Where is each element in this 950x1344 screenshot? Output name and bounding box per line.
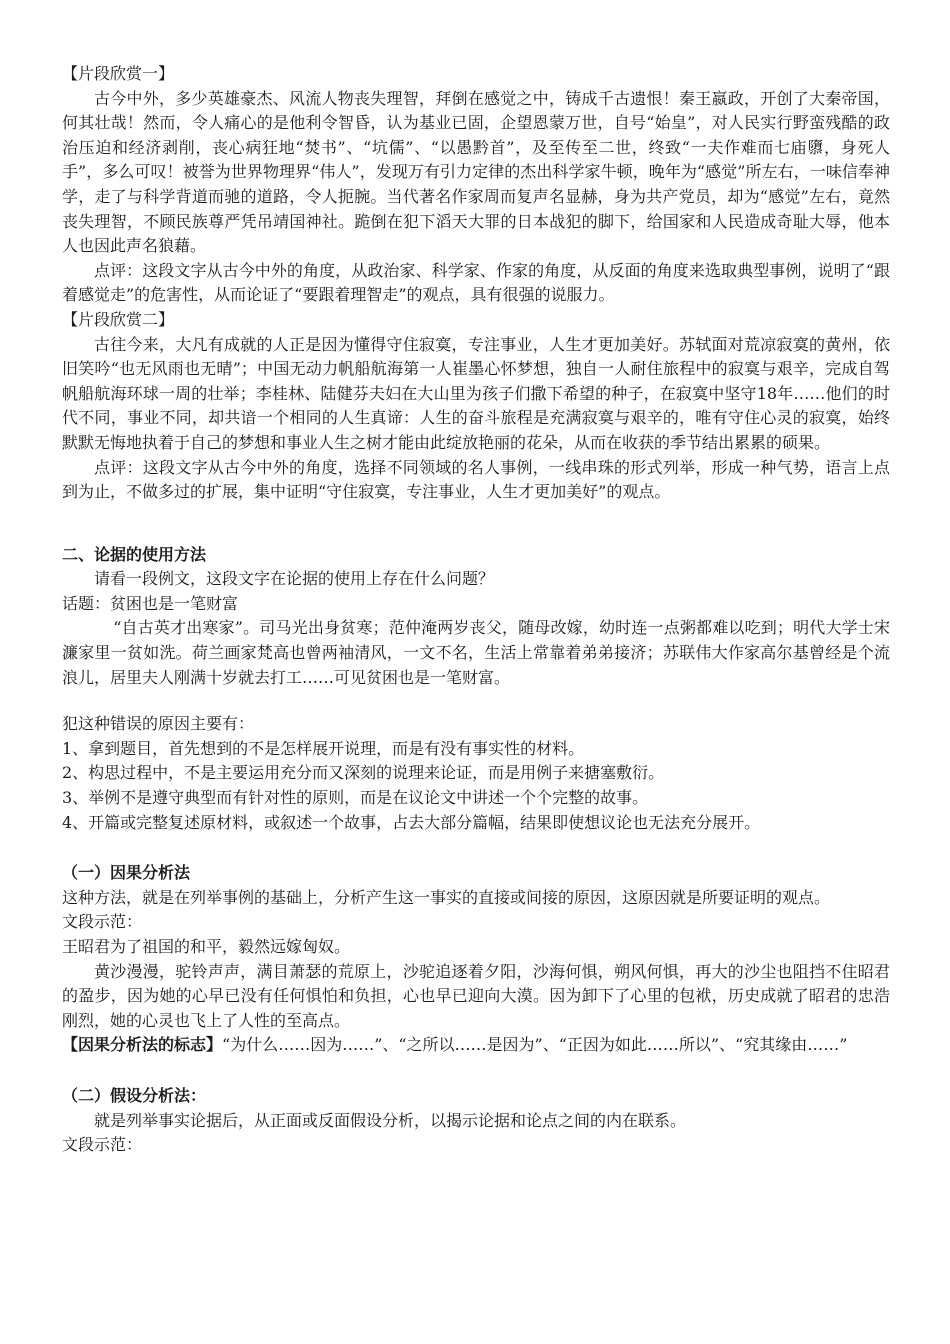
method-2-demo-label: 文段示范： — [62, 1135, 143, 1155]
method-1-marker-label: 【因果分析法的标志】 — [62, 1035, 223, 1055]
section-gap — [62, 505, 890, 543]
method-1-description: 这种方法，就是在列举事例的基础上，分析产生这一事实的直接或间接的原因，这原因就是所要证明的观点。 — [62, 887, 831, 907]
method-2-heading: （二）假设分析法： — [62, 1085, 207, 1105]
reason-item: 4、开篇或完整复述原材料，或叙述一个故事，占去大部分篇幅，结果即使想议论也无法充分展开。 — [62, 812, 761, 832]
fragment-1-text: 古今中外，多少英雄豪杰、风流人物丧失理智，拜倒在感觉之中，铸成千古遗恨！秦王嬴政，开创了大秦帝国，何其壮哉！然而，令人痛心的是他利令智昏，认为基业已固，企望恩蒙万世，自号“始皇”，对人民实行野蛮残酷的政治压迫和经济剥削，丧心病狂地“焚书”、“坑儒”、“以愚黔首”，及至传至二世，终致“一夫作难而七庙隳，身死人手”，多么可叹！被誉为世界物理界“伟人”，发现万有引力定律的杰出科学家牛顿，晚年为“感觉”所左右，一味信奉神学，走了与科学背道而驰的道路，令人扼腕。当代著名作家周而复声名显赫，身为共产党员，却为“感觉”左右，竟然丧失理智，不顾民族尊严凭吊靖国神社。跪倒在犯下滔天大罪的日本战犯的脚下，给国家和人民造成奇耻大辱，他本人也因此声名狼藉。 — [62, 88, 890, 256]
section-2-example: “自古英才出寒家”。司马光出身贫寒；范仲淹两岁丧父，随母改嫁，幼时连一点粥都难以吃到；明代大学士宋濂家里一贫如洗。荷兰画家梵高也曾两袖清风，一文不名，生活上常靠着弟弟接济；苏联伟大作家高尔基曾经是个流浪儿，居里夫人刚满十岁就去打工……可见贫困也是一笔财富。 — [62, 618, 890, 687]
reason-item: 2、构思过程中，不是主要运用充分而又深刻的说理来论证，而是用例子来搪塞敷衍。 — [62, 763, 665, 783]
fragment-1-comment: 点评：这段文字从古今中外的角度，从政治家、科学家、作家的角度，从反面的角度来选取典型事例，说明了“跟着感觉走”的危害性，从而论证了“要跟着理智走”的观点，具有很强的说服力。 — [62, 260, 890, 305]
fragment-2-text: 古往今来，大凡有成就的人正是因为懂得守住寂寞，专注事业，人生才更加美好。苏轼面对荒凉寂寞的黄州，依旧笑吟“也无风雨也无晴”；中国无动力帆船航海第一人崔墨心怀梦想，独自一人耐住旅程中的寂寞与艰辛，完成自驾帆船航海环球一周的壮举；李桂林、陆健芬夫妇在大山里为孩子们撒下希望的种子，在寂寞中坚守18年……他们的时代不同，事业不同，却共谙一个相同的人生真谛：人生的奋斗旅程是充满寂寞与艰辛的，唯有守住心灵的寂寞，始终默默无悔地执着于自己的梦想和事业人生之树才能由此绽放艳丽的花朵，从而在收获的季节结出累累的硕果。 — [62, 334, 890, 452]
section-2-heading: 二、论据的使用方法 — [62, 544, 207, 564]
reasons-title: 犯这种错误的原因主要有： — [62, 714, 255, 734]
fragment-2-title: 【片段欣赏二】 — [62, 309, 175, 329]
method-1-demo-label: 文段示范： — [62, 912, 143, 932]
section-2-topic: 话题：贫困也是一笔财富 — [62, 593, 239, 613]
fragment-1-title: 【片段欣赏一】 — [62, 64, 175, 83]
method-1-demo-title: 王昭君为了祖国的和平，毅然远嫁匈奴。 — [62, 937, 351, 956]
reason-item: 1、拿到题目，首先想到的不是怎样展开说理，而是有没有事实性的材料。 — [62, 738, 585, 758]
method-1-demo-text: 黄沙漫漫，驼铃声声，满目萧瑟的荒原上，沙驼追逐着夕阳，沙海何惧，朔风何惧，再大的沙尘也阻挡不住昭君的盈步，因为她的心早已没有任何惧怕和负担，心也早已迎向大漠。因为卸下了心里的包袱，历史成就了昭君的忠浩刚烈，她的心灵也飞上了人性的至高点。 — [62, 961, 890, 1030]
method-1-marker-text: “为什么……因为……”、“之所以……是因为”、“正因为如此……所以”、“究其缘由……” — [222, 1035, 848, 1055]
method-1-marker — [62, 1033, 890, 1058]
method-2-description: 就是列举事实论据后，从正面或反面假设分析，以揭示论据和论点之间的内在联系。 — [94, 1110, 687, 1130]
reason-item: 3、举例不是遵守典型而有针对性的原则，而是在议论文中讲述一个个完整的故事。 — [62, 788, 649, 808]
section-2-intro: 请看一段例文，这段文字在论据的使用上存在什么问题？ — [94, 569, 495, 589]
method-1-heading: （一）因果分析法 — [62, 863, 191, 883]
section-gap — [62, 1058, 890, 1084]
section-gap — [62, 835, 890, 861]
section-gap — [62, 690, 890, 712]
fragment-2-comment: 点评：这段文字从古今中外的角度，选择不同领域的名人事例，一线串珠的形式列举，形成一种气势，语言上点到为止，不做多过的扩展，集中证明“守住寂寞，专注事业，人生才更加美好”的观点。 — [62, 457, 890, 502]
